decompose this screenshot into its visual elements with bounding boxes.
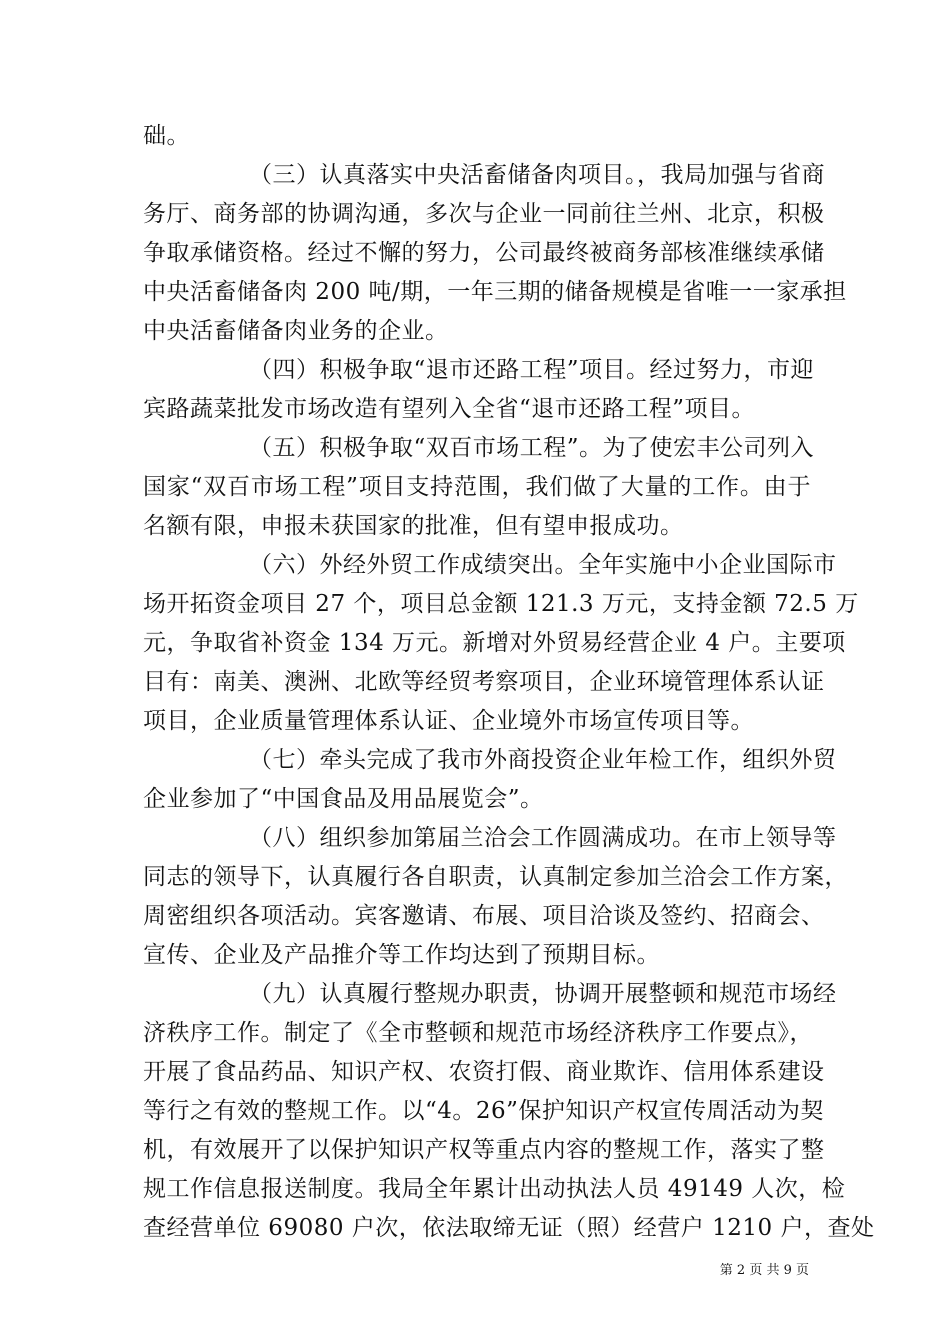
paragraph-heading-9: （九）认真履行整规办职责，协调开展整顿和规范市场经: [249, 981, 837, 1007]
text-line: 宾路蔬菜批发市场改造有望列入全省“退市还路工程”项目。: [143, 396, 756, 422]
text-line: 中央活畜储备肉业务的企业。: [143, 318, 449, 344]
text-line: 济秩序工作。制定了《全市整顿和规范市场经济秩序工作要点》，: [143, 1020, 813, 1046]
text-line: 国家“双百市场工程”项目支持范围，我们做了大量的工作。由于: [143, 474, 811, 500]
paragraph-heading-5: （五）积极争取“双百市场工程”。为了使宏丰公司列入: [249, 435, 815, 461]
paragraph-heading-8: （八）组织参加第届兰洽会工作圆满成功。在市上领导等: [249, 825, 837, 851]
text-line: 争取承储资格。经过不懈的努力，公司最终被商务部核准继续承储: [143, 240, 825, 266]
text-line: 项目，企业质量管理体系认证、企业境外市场宣传项目等。: [143, 708, 754, 734]
text-line: 查经营单位 69080 户次，依法取缔无证（照）经营户 1210 户，查处: [143, 1215, 875, 1241]
text-line: 规工作信息报送制度。我局全年累计出动执法人员 49149 人次，检: [143, 1176, 846, 1202]
text-line: 同志的领导下，认真履行各自职责，认真制定参加兰洽会工作方案，: [143, 864, 848, 890]
text-line: 周密组织各项活动。宾客邀请、布展、项目洽谈及签约、招商会、: [143, 903, 825, 929]
text-line: 等行之有效的整规工作。以“4。26”保护知识产权宣传周活动为契: [143, 1098, 824, 1124]
text-line: 企业参加了“中国食品及用品展览会”。: [143, 786, 544, 812]
text-line: 场开拓资金项目 27 个，项目总金额 121.3 万元，支持金额 72.5 万: [143, 591, 859, 617]
paragraph-heading-3: （三）认真落实中央活畜储备肉项目。，我局加强与省商: [249, 162, 825, 188]
paragraph-heading-7: （七）牵头完成了我市外商投资企业年检工作，组织外贸: [249, 747, 837, 773]
text-line: 元，争取省补资金 134 万元。新增对外贸易经营企业 4 户。主要项: [143, 630, 846, 656]
paragraph-heading-6: （六）外经外贸工作成绩突出。全年实施中小企业国际市: [249, 552, 837, 578]
body-text: [143, 117, 875, 1248]
text-line: 名额有限，申报未获国家的批准，但有望申报成功。: [143, 513, 684, 539]
text-line: 目有：南美、澳洲、北欧等经贸考察项目，企业环境管理体系认证: [143, 669, 825, 695]
text-line: 机，有效展开了以保护知识产权等重点内容的整规工作，落实了整: [143, 1137, 825, 1163]
page-number-footer: 第 2 页 共 9 页: [719, 1263, 809, 1278]
text-line: 中央活畜储备肉 200 吨/期，一年三期的储备规模是省唯一一家承担: [143, 279, 847, 305]
text-line: 础。: [143, 123, 190, 149]
text-line: 开展了食品药品、知识产权、农资打假、商业欺诈、信用体系建设: [143, 1059, 825, 1085]
paragraph-heading-4: （四）积极争取“退市还路工程”项目。经过努力，市迎: [249, 357, 815, 383]
text-line: 宣传、企业及产品推介等工作均达到了预期目标。: [143, 942, 660, 968]
text-line: 务厅、商务部的协调沟通，多次与企业一同前往兰州、北京，积极: [143, 201, 825, 227]
